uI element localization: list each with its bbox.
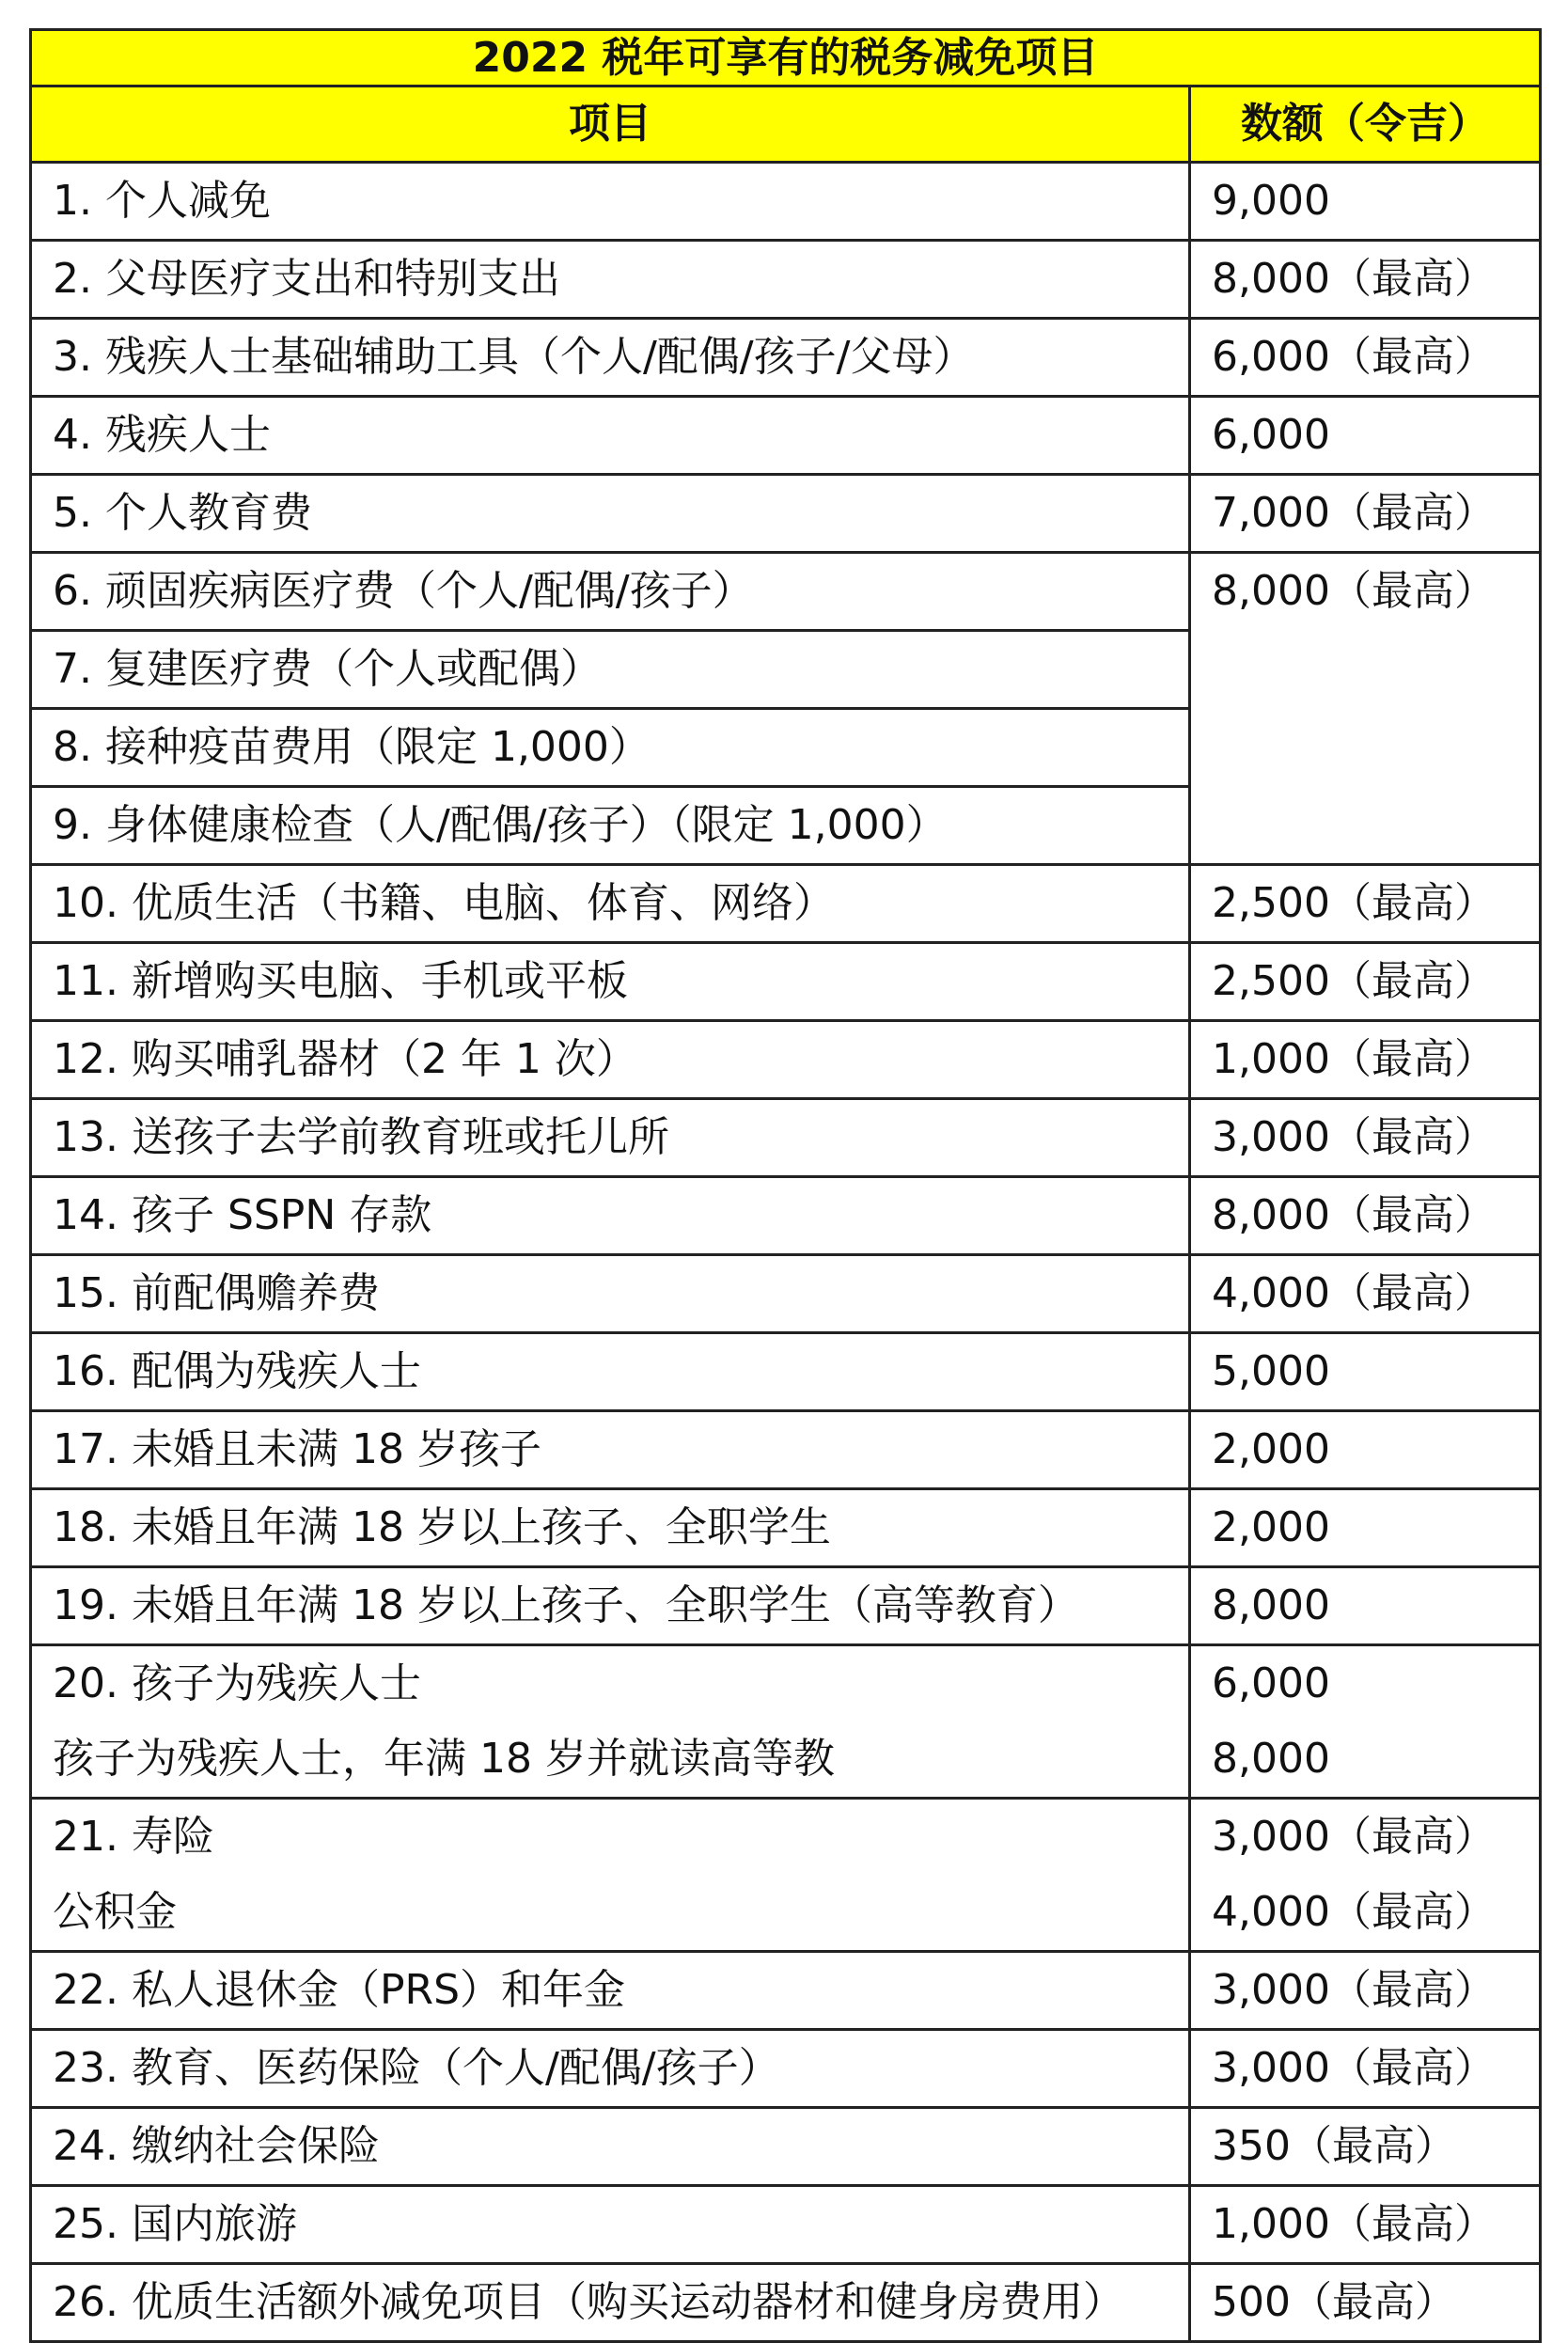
item-text: 9. 身体健康检查（人/配偶/孩子）（限定 1,000）	[53, 801, 948, 849]
amount-text: 8,000（最高）	[1212, 1191, 1496, 1239]
item-text: 7. 复建医疗费（个人或配偶）	[53, 645, 602, 693]
amount-text: 6,000	[1212, 411, 1330, 459]
amount-cell	[1190, 865, 1541, 943]
table-row	[31, 2108, 1541, 2186]
item-text: 14. 孩子 SSPN 存款	[53, 1191, 432, 1239]
amount-text: 8,000	[1212, 1581, 1330, 1629]
header-amount: 数额（令吉）	[1190, 86, 1541, 163]
amount-text: 1,000（最高）	[1212, 1035, 1496, 1083]
item-cell	[31, 319, 1190, 397]
item-cell	[31, 475, 1190, 553]
amount-text: 8,000（最高）	[1212, 567, 1496, 615]
table-row	[31, 475, 1541, 553]
amount-text: 7,000（最高）	[1212, 489, 1496, 537]
header-item: 项目	[31, 86, 1190, 163]
amount-text: 2,000	[1212, 1425, 1330, 1473]
item-text: 10. 优质生活（书籍、电脑、体育、网络）	[53, 879, 835, 927]
table-row	[31, 2030, 1541, 2108]
table-row	[31, 1099, 1541, 1177]
table-row	[31, 1567, 1541, 1645]
amount-text: 6,000（最高）	[1212, 333, 1496, 381]
item-text: 17. 未婚且未满 18 岁孩子	[53, 1425, 541, 1473]
item-cell	[31, 2186, 1190, 2264]
amount-cell	[1190, 2264, 1541, 2342]
item-text: 19. 未婚且年满 18 岁以上孩子、全职学生（高等教育）	[53, 1581, 1079, 1629]
item-cell	[31, 2108, 1190, 2186]
amount-text: 6,000	[1212, 1659, 1330, 1707]
amount-cell	[1190, 397, 1541, 475]
item-cell	[31, 1177, 1190, 1255]
table-row	[31, 2186, 1541, 2264]
item-cell	[31, 1645, 1190, 1799]
amount-cell	[1190, 1255, 1541, 1333]
item-text: 孩子为残疾人士，年满 18 岁并就读高等教	[53, 1735, 835, 1783]
amount-cell	[1190, 1645, 1541, 1799]
amount-cell	[1190, 1411, 1541, 1489]
table-row	[31, 241, 1541, 319]
item-text: 公积金	[53, 1888, 177, 1936]
item-text: 15. 前配偶赡养费	[53, 1269, 380, 1317]
table-row	[31, 2264, 1541, 2342]
item-cell	[31, 1489, 1190, 1567]
table-row	[31, 1799, 1541, 1952]
amount-cell	[1190, 163, 1541, 241]
item-cell	[31, 1021, 1190, 1099]
item-text: 16. 配偶为残疾人士	[53, 1347, 421, 1395]
amount-cell	[1190, 943, 1541, 1021]
item-cell	[31, 397, 1190, 475]
amount-cell	[1190, 1333, 1541, 1411]
item-text: 13. 送孩子去学前教育班或托儿所	[53, 1113, 669, 1161]
amount-text: 3,000（最高）	[1212, 1966, 1496, 2014]
item-cell	[31, 1799, 1190, 1952]
amount-text: 4,000（最高）	[1212, 1269, 1496, 1317]
header-row	[31, 86, 1541, 163]
amount-text: 2,500（最高）	[1212, 879, 1496, 927]
item-text: 21. 寿险	[53, 1813, 214, 1861]
item-cell	[31, 553, 1190, 631]
amount-text: 1,000（最高）	[1212, 2200, 1496, 2248]
table-row	[31, 1177, 1541, 1255]
item-text: 5. 个人教育费	[53, 489, 312, 537]
amount-cell	[1190, 1489, 1541, 1567]
table-row	[31, 397, 1541, 475]
item-text: 6. 顽固疾病医疗费（个人/配偶/孩子）	[53, 567, 754, 615]
table-row	[31, 1489, 1541, 1567]
item-text: 26. 优质生活额外减免项目（购买运动器材和健身房费用）	[53, 2278, 1124, 2326]
amount-text: 8,000	[1212, 1735, 1330, 1783]
amount-cell	[1190, 241, 1541, 319]
amount-cell	[1190, 1799, 1541, 1952]
table-row	[31, 1645, 1541, 1799]
table-row	[31, 1021, 1541, 1099]
amount-cell	[1190, 319, 1541, 397]
table-row	[31, 319, 1541, 397]
amount-text: 5,000	[1212, 1347, 1330, 1395]
item-text: 22. 私人退休金（PRS）和年金	[53, 1966, 625, 2014]
title-row	[31, 30, 1541, 86]
item-cell	[31, 1255, 1190, 1333]
table-row	[31, 553, 1541, 631]
table-row	[31, 865, 1541, 943]
item-text: 4. 残疾人士	[53, 411, 271, 459]
table-row	[31, 1255, 1541, 1333]
amount-cell	[1190, 2108, 1541, 2186]
table-row	[31, 1333, 1541, 1411]
item-text: 12. 购买哺乳器材（2 年 1 次）	[53, 1035, 637, 1083]
amount-cell	[1190, 2186, 1541, 2264]
item-text: 24. 缴纳社会保险	[53, 2122, 380, 2170]
item-text: 3. 残疾人士基础辅助工具（个人/配偶/孩子/父母）	[53, 333, 975, 381]
item-cell	[31, 1952, 1190, 2030]
item-cell	[31, 163, 1190, 241]
item-text: 25. 国内旅游	[53, 2200, 297, 2248]
amount-text: 350（最高）	[1212, 2122, 1456, 2170]
amount-cell	[1190, 2030, 1541, 2108]
item-cell	[31, 943, 1190, 1021]
amount-text: 3,000（最高）	[1212, 1813, 1496, 1861]
item-cell	[31, 1333, 1190, 1411]
item-text: 18. 未婚且年满 18 岁以上孩子、全职学生	[53, 1503, 831, 1551]
table-row	[31, 1411, 1541, 1489]
item-cell	[31, 787, 1190, 865]
table-title: 2022 税年可享有的税务减免项目	[31, 30, 1541, 86]
item-cell	[31, 709, 1190, 787]
amount-cell	[1190, 553, 1541, 865]
amount-cell	[1190, 1177, 1541, 1255]
table-row	[31, 943, 1541, 1021]
table-row	[31, 163, 1541, 241]
item-text: 1. 个人减免	[53, 177, 271, 225]
item-cell	[31, 2264, 1190, 2342]
item-cell	[31, 1411, 1190, 1489]
item-text: 8. 接种疫苗费用（限定 1,000）	[53, 723, 651, 771]
amount-text: 2,000	[1212, 1503, 1330, 1551]
tax-relief-table	[29, 28, 1542, 2343]
item-cell	[31, 1099, 1190, 1177]
amount-text: 9,000	[1212, 177, 1330, 225]
item-text: 23. 教育、医药保险（个人/配偶/孩子）	[53, 2044, 780, 2092]
item-cell	[31, 241, 1190, 319]
amount-cell	[1190, 475, 1541, 553]
amount-text: 3,000（最高）	[1212, 2044, 1496, 2092]
amount-text: 2,500（最高）	[1212, 957, 1496, 1005]
amount-text: 4,000（最高）	[1212, 1888, 1496, 1936]
amount-text: 3,000（最高）	[1212, 1113, 1496, 1161]
table-body	[31, 30, 1541, 2342]
item-cell	[31, 865, 1190, 943]
table-row	[31, 1952, 1541, 2030]
item-cell	[31, 1567, 1190, 1645]
amount-text: 500（最高）	[1212, 2278, 1456, 2326]
amount-text: 8,000（最高）	[1212, 255, 1496, 303]
amount-cell	[1190, 1021, 1541, 1099]
item-text: 2. 父母医疗支出和特别支出	[53, 255, 560, 303]
item-cell	[31, 2030, 1190, 2108]
item-text: 11. 新增购买电脑、手机或平板	[53, 957, 628, 1005]
amount-cell	[1190, 1952, 1541, 2030]
amount-cell	[1190, 1099, 1541, 1177]
amount-cell	[1190, 1567, 1541, 1645]
item-text: 20. 孩子为残疾人士	[53, 1659, 421, 1707]
item-cell	[31, 631, 1190, 709]
